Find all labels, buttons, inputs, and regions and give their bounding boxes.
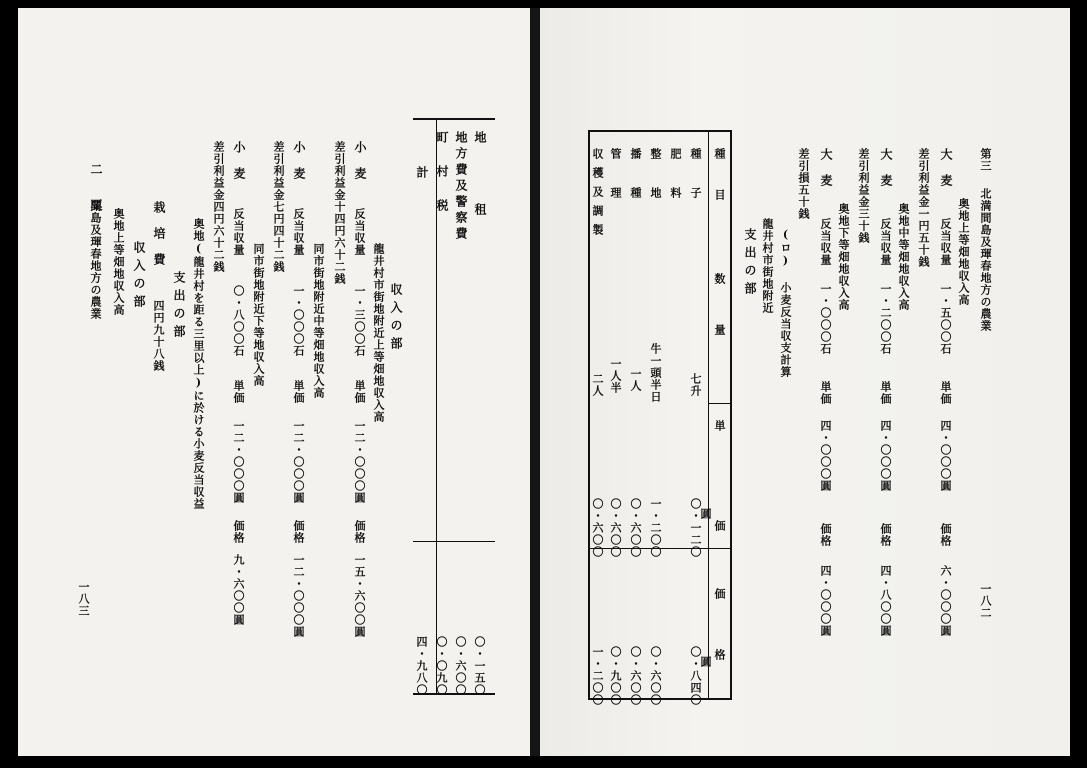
row-seed-qty: 七升 (689, 373, 702, 397)
area-note: 龍井村市街地附近 (761, 218, 774, 314)
row-sowing-price: 〇・六〇〇 (629, 646, 642, 706)
table-header-unit-b: 価 (713, 520, 726, 532)
row-wheat-1-qty-label: 反当収量 (353, 208, 366, 256)
section-title: 間島及琿春地方の農業 (89, 200, 102, 320)
chapter-number: 第三 (979, 148, 992, 172)
row-wheat-2-unit-price: 一二・〇〇〇圓 (292, 420, 305, 504)
row-fertilizer-name: 肥料 (669, 148, 682, 226)
row-wheat-3-unit-price: 一二・〇〇〇圓 (232, 420, 245, 504)
row-tillage-qty: 牛一頭半日 (649, 343, 662, 403)
row-wheat-3-price: 九・六〇〇圓 (232, 554, 245, 626)
hinterland-heading: 奥地(龍井村を距る三里以上)に於ける小麦反当収益 (192, 218, 205, 510)
row-barley-2-unit-price: 四・〇〇〇圓 (879, 420, 892, 492)
row-management-price: 〇・九〇〇 (609, 646, 622, 706)
row-wheat-3-unit: 単価 (232, 380, 245, 404)
tax-value-total: 四・九八〇 (415, 636, 428, 696)
income-section-heading-2: 収入の部 (132, 241, 146, 313)
table-header-unit-a: 単 (713, 420, 726, 432)
profit-line-3: 差引利益金四円六十二銭 (212, 141, 225, 273)
expense-section-heading-right: 支出の部 (743, 228, 757, 300)
tax-label-land: 地租 (473, 131, 487, 275)
row-wheat-2-qty-label: 反当収量 (292, 208, 305, 256)
row-barley-2-qty-label: 反当収量 (879, 218, 892, 266)
row-wheat-2-unit: 単価 (292, 380, 305, 404)
row-wheat-1-price: 一五・六〇〇圓 (353, 554, 366, 638)
cultivation-cost-value: 四円九十八銭 (152, 300, 165, 372)
row-wheat-3-qty-label: 反当収量 (232, 208, 245, 256)
row-barley-1-price: 六・〇〇〇圓 (939, 565, 952, 637)
row-harvest-qty: 二人 (591, 373, 604, 397)
page-number-right: 一八二 (979, 583, 992, 619)
row-barley-1-name: 大麦 (939, 148, 953, 200)
row-tillage-unit-price: 一・二〇〇 (649, 498, 662, 558)
tax-label-local: 地方費及警察費 (454, 131, 468, 243)
expense-section-heading: 支出の部 (172, 271, 186, 343)
table-header-item: 種目 (713, 148, 726, 230)
row-seed-price: 〇・八四〇 (689, 646, 702, 706)
row-wheat-2-qty: 一・〇〇〇石 (292, 285, 305, 357)
left-page (18, 8, 530, 756)
row-wheat-2-price: 一二・〇〇〇圓 (292, 554, 305, 638)
row-barley-3-unit-price: 四・〇〇〇圓 (819, 420, 832, 492)
tax-value-village: 〇・〇九〇 (435, 636, 448, 696)
row-barley-3-name: 大麦 (819, 148, 833, 200)
row-sowing-qty: 一人 (629, 368, 642, 392)
location-top: 龍井村市街地附近上等畑地収入高 (372, 243, 385, 423)
row-barley-3-price-label: 価格 (819, 523, 832, 547)
row-tillage-price: 〇・六〇〇 (649, 646, 662, 706)
row-management-name: 管理 (609, 148, 622, 226)
income-section-heading: 収入の部 (389, 283, 403, 355)
row-seed-unit-price: 〇・一二〇 (689, 498, 702, 558)
row-barley-2-price: 四・八〇〇圓 (879, 565, 892, 637)
row-harvest-price: 一・二〇〇 (591, 646, 604, 706)
row-barley-2-loc: 奥地中等畑地収入高 (897, 203, 910, 311)
row-wheat-3-price-label: 価格 (232, 520, 245, 544)
row-barley-3-qty-label: 反当収量 (819, 218, 832, 266)
row-barley-1-qty: 一・五〇〇石 (939, 283, 952, 355)
row-barley-2-qty: 一・二〇〇石 (879, 283, 892, 355)
row-wheat-1-price-label: 価格 (353, 520, 366, 544)
row-seed-price-yen: 圓 (699, 656, 712, 668)
row-barley-2-unit: 単価 (879, 381, 892, 405)
tax-value-local: 〇・六〇〇 (454, 636, 467, 696)
right-page (540, 8, 1070, 756)
row-management-unit-price: 〇・六〇〇 (609, 498, 622, 558)
page-number-left: 一八三 (77, 581, 90, 617)
row-barley-3-loc: 奥地下等畑地収入高 (837, 203, 850, 311)
row-barley-3-qty: 一・〇〇〇石 (819, 283, 832, 355)
wheat-section-title: (ロ) 小麦反当収支計算 (779, 228, 792, 378)
row-sowing-unit-price: 〇・六〇〇 (629, 498, 642, 558)
barley-profit-1: 差引利益金一円五十銭 (917, 148, 930, 268)
barley-profit-2: 差引利益金三十銭 (857, 148, 870, 244)
row-management-qty: 一人半 (609, 358, 622, 394)
row-harvest-unit-price: 〇・六〇〇 (591, 498, 604, 558)
row-barley-1-qty-label: 反当収量 (939, 218, 952, 266)
profit-line-2: 差引利益金七円四十二銭 (272, 141, 285, 273)
running-header: 北満間島及琿春地方の農業 (979, 188, 992, 332)
row-harvest-name: 収穫及調製 (591, 148, 604, 243)
table-header-price: 価格 (713, 588, 726, 710)
cultivation-cost-label: 栽培費 (152, 201, 166, 279)
section-number: 二 粟 (89, 163, 103, 216)
row-barley-1-price-label: 価格 (939, 523, 952, 547)
table-header-qty: 数量 (713, 273, 726, 375)
row-wheat-2-price-label: 価格 (292, 520, 305, 544)
barley-loss: 差引損五十銭 (797, 148, 810, 220)
row-sowing-name: 播種 (629, 148, 642, 226)
row-barley-3-price: 四・〇〇〇圓 (819, 565, 832, 637)
row-wheat-1-unit: 単価 (353, 380, 366, 404)
location-low: 同市街地附近下等地収入高 (252, 243, 265, 387)
row-wheat-3-qty: 〇・八〇〇石 (232, 285, 245, 357)
row-wheat-2-name: 小麦 (292, 141, 306, 193)
tax-label-village: 町村税 (435, 131, 449, 233)
row-barley-1-loc: 奥地上等畑地収入高 (957, 198, 970, 306)
location-mid: 同市街地附近中等畑地収入高 (312, 243, 325, 399)
row-barley-3-unit: 単価 (819, 381, 832, 405)
hinterland-upper: 奥地上等畑地収入高 (112, 208, 125, 316)
row-barley-2-price-label: 価格 (879, 523, 892, 547)
row-barley-1-unit: 単価 (939, 381, 952, 405)
row-barley-1-unit-price: 四・〇〇〇圓 (939, 420, 952, 492)
book-gutter (530, 8, 540, 756)
row-barley-2-name: 大麦 (879, 148, 893, 200)
tax-value-land: 〇・一五〇 (473, 636, 486, 696)
row-wheat-1-name: 小麦 (353, 141, 367, 193)
row-wheat-1-qty: 一・三〇〇石 (353, 285, 366, 357)
profit-line-1: 差引利益金十四円六十二銭 (333, 141, 346, 285)
tax-label-total: 計 (415, 166, 429, 179)
row-wheat-3-name: 小麦 (232, 141, 246, 193)
row-wheat-1-unit-price: 一二・〇〇〇圓 (353, 420, 366, 504)
row-seed-name: 種子 (689, 148, 702, 226)
row-seed-yen: 圓 (699, 508, 712, 520)
row-tillage-name: 整地 (649, 148, 662, 226)
